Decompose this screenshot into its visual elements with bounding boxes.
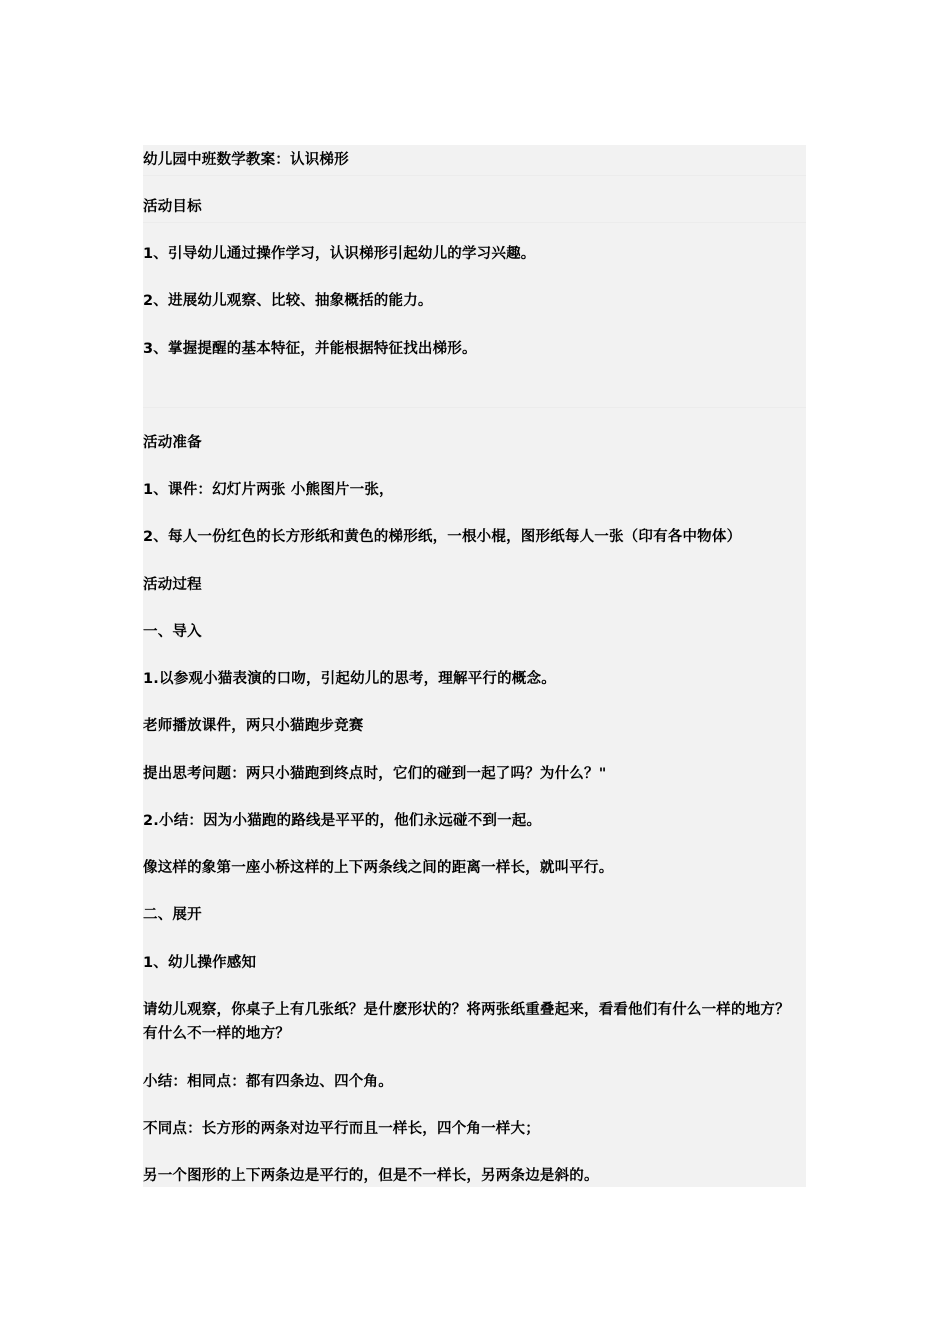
line-divider — [143, 222, 806, 223]
section-heading-2: 二、展开 — [143, 907, 202, 923]
section-heading-1: 一、导入 — [143, 624, 202, 640]
process-step-2a: 像这样的象第一座小桥这样的上下两条线之间的距离一样长，就叫平行。 — [143, 860, 614, 876]
line-divider — [143, 175, 806, 176]
line-divider — [143, 407, 806, 408]
sub-heading-1: 1、幼儿操作感知 — [143, 955, 257, 971]
prep-item-2: 2、每人一份红色的长方形纸和黄色的梯形纸，一根小棍，图形纸每人一张（印有各中物体） — [143, 529, 742, 545]
sub-paragraph-1: 请幼儿观察，你桌子上有几张纸？是什麽形状的？将两张纸重叠起来，看看他们有什么一样的地方？有什么不一样的地方？ — [143, 1002, 790, 1042]
document-page — [143, 145, 806, 1187]
prep-item-1: 1、课件：幻灯片两张 小熊图片一张， — [143, 482, 394, 498]
goal-item-1: 1、引导幼儿通过操作学习，认识梯形引起幼儿的学习兴趣。 — [143, 246, 536, 262]
process-step-1: 1.以参观小猫表演的口吻，引起幼儿的思考，理解平行的概念。 — [143, 671, 556, 687]
process-step-1a: 老师播放课件，两只小猫跑步竞赛 — [143, 718, 364, 734]
process-step-1b: 提出思考问题：两只小猫跑到终点时，它们的碰到一起了吗？为什么？" — [143, 766, 607, 782]
goals-heading: 活动目标 — [143, 199, 202, 215]
process-heading: 活动过程 — [143, 577, 202, 593]
summary-different: 不同点：长方形的两条对边平行而且一样长，四个角一样大； — [143, 1121, 540, 1137]
doc-title: 幼儿园中班数学教案：认识梯形 — [143, 152, 349, 168]
prep-heading: 活动准备 — [143, 435, 202, 451]
goal-item-3: 3、掌握提醒的基本特征，并能根据特征找出梯形。 — [143, 341, 477, 357]
summary-same: 小结：相同点：都有四条边、四个角。 — [143, 1074, 393, 1090]
goal-item-2: 2、进展幼儿观察、比较、抽象概括的能力。 — [143, 293, 433, 309]
summary-other-shape: 另一个图形的上下两条边是平行的，但是不一样长，另两条边是斜的。 — [143, 1168, 599, 1184]
process-step-2: 2.小结：因为小猫跑的路线是平平的，他们永远碰不到一起。 — [143, 813, 542, 829]
